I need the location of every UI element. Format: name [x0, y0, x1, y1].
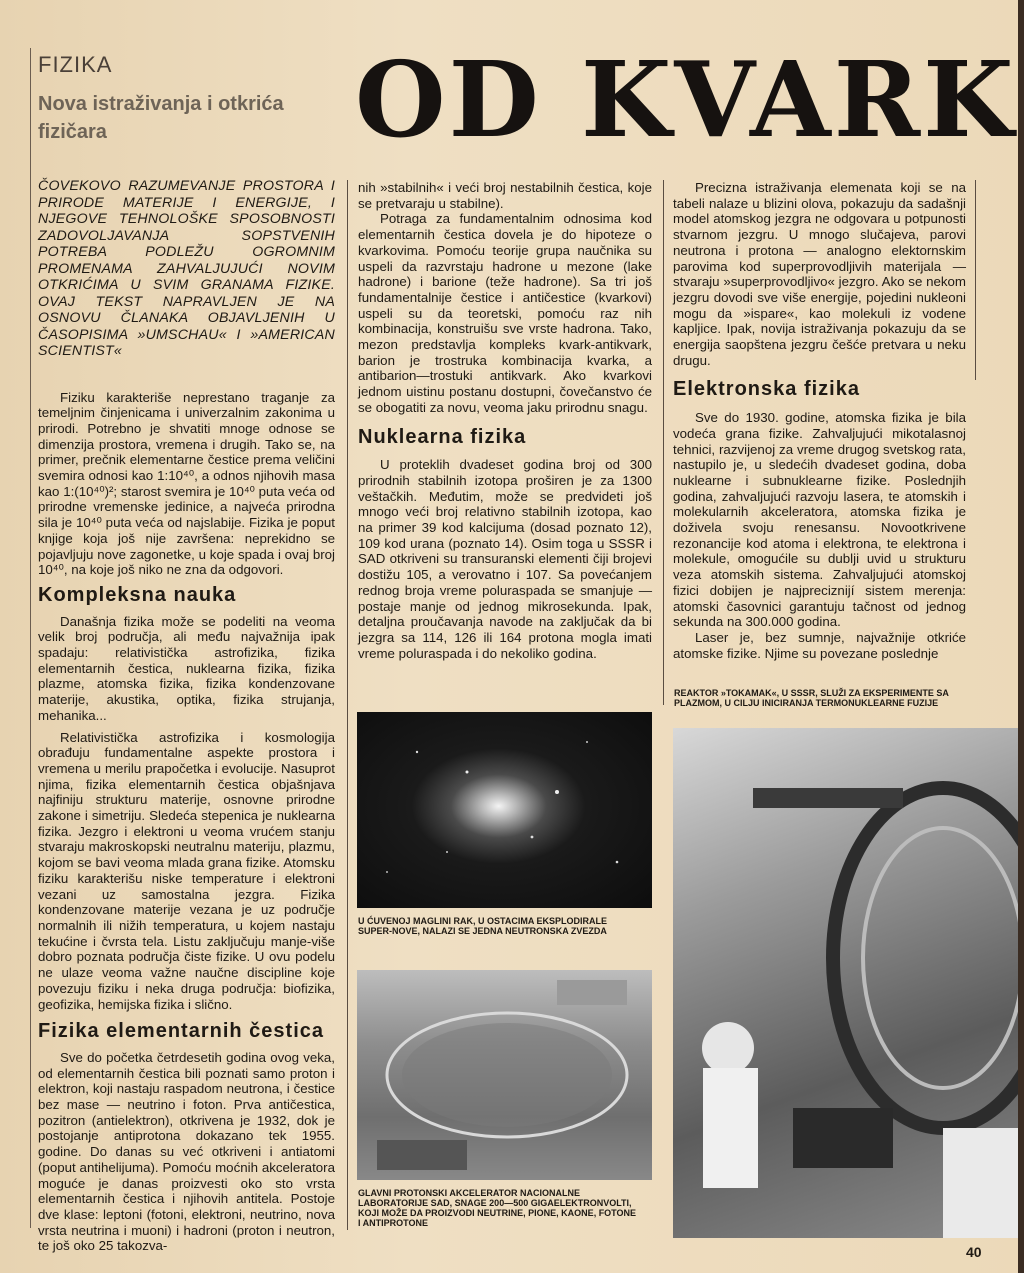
- column-rule-2: [663, 180, 664, 705]
- body-paragraph: Sve do 1930. godine, atomska fizika je bila vodeća grana fizike. Zahvaljujući mikotalasnoj tehnici, razvijenoj za vreme drugog svetskog rata, nastupilo je, u sledećih dvadeset godina, doba nuklearne i subnuklearne fizike. Poslednjih godina, zahvaljujući razvoju lasera, te atomskih i molekularnih akceleratora, atomska fizika je doživela svoju renesansu. Novootkrivene rezonancije kod atoma i elektrona, te elektrona i molekule, omogućile su dublji uvid u strukturu veza atomskih sistema. Zahvaljujući atomskoj fizici dobijen je najpreciznijí sistem merenja: atomski časovnici garantuju tačnost od jednog sekunda na 300.000 godina.: [673, 410, 966, 630]
- article-headline: OD KVARK: [355, 40, 1017, 160]
- column-rule-1: [347, 180, 348, 1230]
- heading-elementarnih: Fizika elementarnih čestica: [38, 1020, 325, 1043]
- body-paragraph: Laser je, bez sumnje, najvažnije otkriće atomske fizike. Njime su povezane poslednje: [673, 629, 966, 661]
- body-paragraph: Relativistička astrofizika i kosmologija obrađuju fundamentalne aspekte prostora i vremena u merilu prapočetka i evolucije. Nasuprot njima, fizika elementarnih čestica objašnjava najfiniju strukturu materije, osnovne prirodne zakone i simetriju. Sledeća stepenica je nuklearna fizika. Jezgro i elektroni u veoma vrućem stanju stvaraju makroskopski neutralnu materiju, plazmu, kojom se bavi veoma mlada grana fizike. Atomsku fiziku karakterišu niske temperature i elektroni vezani uz samostalna jezgra. Fizika kondenzovane materije vezana je uz područje normalnih ili nižih temperatura, u kojem nastaju tekućine i čvrsta tela. Listu zaključuju manje-više dobro poznata područja čiste fizike. U ovu podelu ne ulaze veoma važne naučne discipline koje povezuju fiziku i neka druga područja: biofizika, geofizika, hemijska fizika i slično.: [38, 729, 335, 1012]
- body-paragraph: Precizna istraživanja elemenata koji se na tabeli nalaze u blizini olova, pokazuju da sadašnji model atomskog jezgra ne odgovara u potpunosti stvarnom jezgru. U mnogo slučajeva, parovi neutrona i protona — analogno elektornskim parovima kod superprovodljivih materijala — stvaraju »superprovodljivo« jezgro. Ako se nekom jezgru dovodi sve više energije, pojedini nukleoni mogu da »ispare«, kao molekuli iz vodene kapljice. Ipak, novija istraživanja pokazuju da se energija saopštena jezgru češće pretvara u neku drugu.: [673, 180, 966, 368]
- photo-caption-accelerator: GLAVNI PROTONSKI AKCELERATOR NACIONALNE LABORATORIJE SAD, SNAGE 200—500 GIGAELEKTRONVOLTI, KOJI MOŽE DA PROIZVODI NEUTRINE, PIONE, KAONE, FOTONE I ANTIPROTONE: [358, 1188, 637, 1228]
- photo-caption-tokamak: REAKTOR »TOKAMAK«, U SSSR, SLUŽI ZA EKSPERIMENTE SA PLAZMOM, U CILJU INICIRANJA TERMONUKLEARNE FUZIJE: [674, 688, 949, 708]
- heading-elektronska: Elektronska fizika: [673, 378, 860, 401]
- body-paragraph: Fiziku karakteriše neprestano traganje za temeljnim činjenicama i univerzalnim zakonima u prirodi. Potrebno je shvatiti mnoge odnose se dimenzija prostora, vremena i drugih. Tako se, na primer, prečnik elementarne čestice prema veličini svemira odnosi kao 1:10⁴⁰, a odnos njihovih masa kao 1:(10⁴⁰)²; starost svemira je 10⁴⁰ puta veća od prirodne vremenske jedinice, a najveća prirodna sila je 10⁴⁰ puta veća od najslabije. Fizika je poput knjige koja još nije završena: neprekidno se pojavljuju nove zagonetke, u koje spada i ovaj broj 10⁴⁰, na koje još niko ne zna da odgovori.: [38, 389, 335, 578]
- heading-kompleksna: Kompleksna nauka: [38, 583, 237, 606]
- tokamak-reactor-photo: [673, 728, 1018, 1238]
- section-label: FIZIKA: [38, 52, 113, 77]
- left-rule: [30, 48, 31, 1228]
- nebula-stars: [357, 712, 652, 908]
- body-paragraph: U proteklih dvadeset godina broj od 300 prirodnih stabilnih izotopa proširen je za 1300 veštačkih. Međutim, može se predvideti još mnogo veći broj relativno stabilnih izotopa, kao na primer 39 kod kalcijuma (dosad poznato 12), 109 kod urana (poznato 14). Osim toga u SSSR i SAD otkriveni su transuranski elementi čiji brojevi dostižu 105, a verovatno i 107. Sa povećanjem rednog broja vreme poluraspada se smanjuje — postaje manje od jednog mikrosekunda. Ipak, detaljna proučavanja navode na zaključak da bi jezgra sa 114, 126 ili 164 protona mogla imati vreme poluraspada i do nekoliko godina.: [358, 457, 652, 661]
- column-1: [38, 178, 335, 1254]
- photo-caption-nebula: U ĆUVENOJ MAGLINI RAK, U OSTACIMA EKSPLODIRALE SUPER-NOVE, NALAZI SE JEDNA NEUTRONSKA ZVEZDA: [358, 916, 608, 936]
- column-3: [673, 180, 966, 661]
- lead-paragraph: ČOVEKOVO RAZUMEVANJE PROSTORA I PRIRODE MATERIJE I ENERGIJE, I NJEGOVE TEHNOLOŠKE SPOSOBNOSTI ZADOVOLJAVANJA SOPSTVENIH POTREBA PODLEŽU OGROMNIM PROMENAMA ZAHVALJUJUĆI NOVIM OTKRIĆIMA U SVIM GRANAMA FIZIKE. OVAJ TEKST NAPRAVLJEN JE NA OSNOVU ČLANAKA OBJAVLJENIH U ČASOPISIMA »UMSCHAU« I »AMERICAN SCIENTIST«: [38, 178, 335, 359]
- body-paragraph: Sve do početka četrdesetih godina ovog veka, od elementarnih čestica bili poznati samo proton i elektron, koji nastaju raspadom neutrona, i čestice bez mase — neutrino i foton. Prva antičestica, pozitron (antielektron), otkrivena je 1932, dok je postojanje antiprotona dokazano tek 1955. godine. Do danas su već otkriveni i antiatomi (poput antihelijuma). Pomoću moćnih akceleratora moguće je danas proizvesti oko sto vrsta elementarnih čestica i njihovih antitela. Postoje dve klase: leptoni (fotoni, elektroni, neutrino, nova vrsta neutrina i muoni) i hadroni (proton i neutron, te još oko 25 takozva-: [38, 1049, 335, 1254]
- page-number: 40: [966, 1244, 982, 1260]
- body-paragraph: Potraga za fundamentalnim odnosima kod elementarnih čestica dovela je do hipoteze o kvarkovima. Pomoću teorije grupa naučnika su uspeli da razvrstaju hadrone u mezone (lake hadrone) i barione (teže hadrone). Sa tri još fundamentalnije čestice i antičestice (kvarkovi) uspeli su da teoretski, pomoću raz nih kombinacija, konstruišu sve vrste hadrona. Tako, mezon predstavlja kompleks kvark-antikvark, barion je trostruka kombinacija kvarka, a antibarion—trostuki antikvark. Ako kvarkovi jednom uistinu postanu dostupni, čovečanstvo će se obogatiti za novu, veoma jaku prirodnu snagu.: [358, 211, 652, 415]
- column-2: [358, 180, 652, 661]
- accelerator-aerial-photo: [357, 970, 652, 1180]
- tokamak-shapes: [673, 728, 1018, 1238]
- body-paragraph: nih »stabilnih« i veći broj nestabilnih čestica, koje se pretvaraju u stabilne).: [358, 180, 652, 211]
- body-paragraph: Današnja fizika može se podeliti na veoma velik broj područja, ali među najvažnija ipak spadaju: relativistička astrofizika, fizika elementarnih čestica, nuklearna fizika, fizika plazme, atomska fizika, fizika kondenzovane materije, akustika, optika, fizika strujanja, mehanika...: [38, 613, 335, 723]
- crab-nebula-photo: [357, 712, 652, 908]
- page-edge: [1018, 0, 1024, 1273]
- article-subtitle: Nova istraživanja i otkrića fizičara: [38, 93, 284, 143]
- heading-nuklearna: Nuklearna fizika: [358, 425, 527, 448]
- column-rule-3: [975, 180, 976, 380]
- accelerator-ring: [357, 970, 652, 1180]
